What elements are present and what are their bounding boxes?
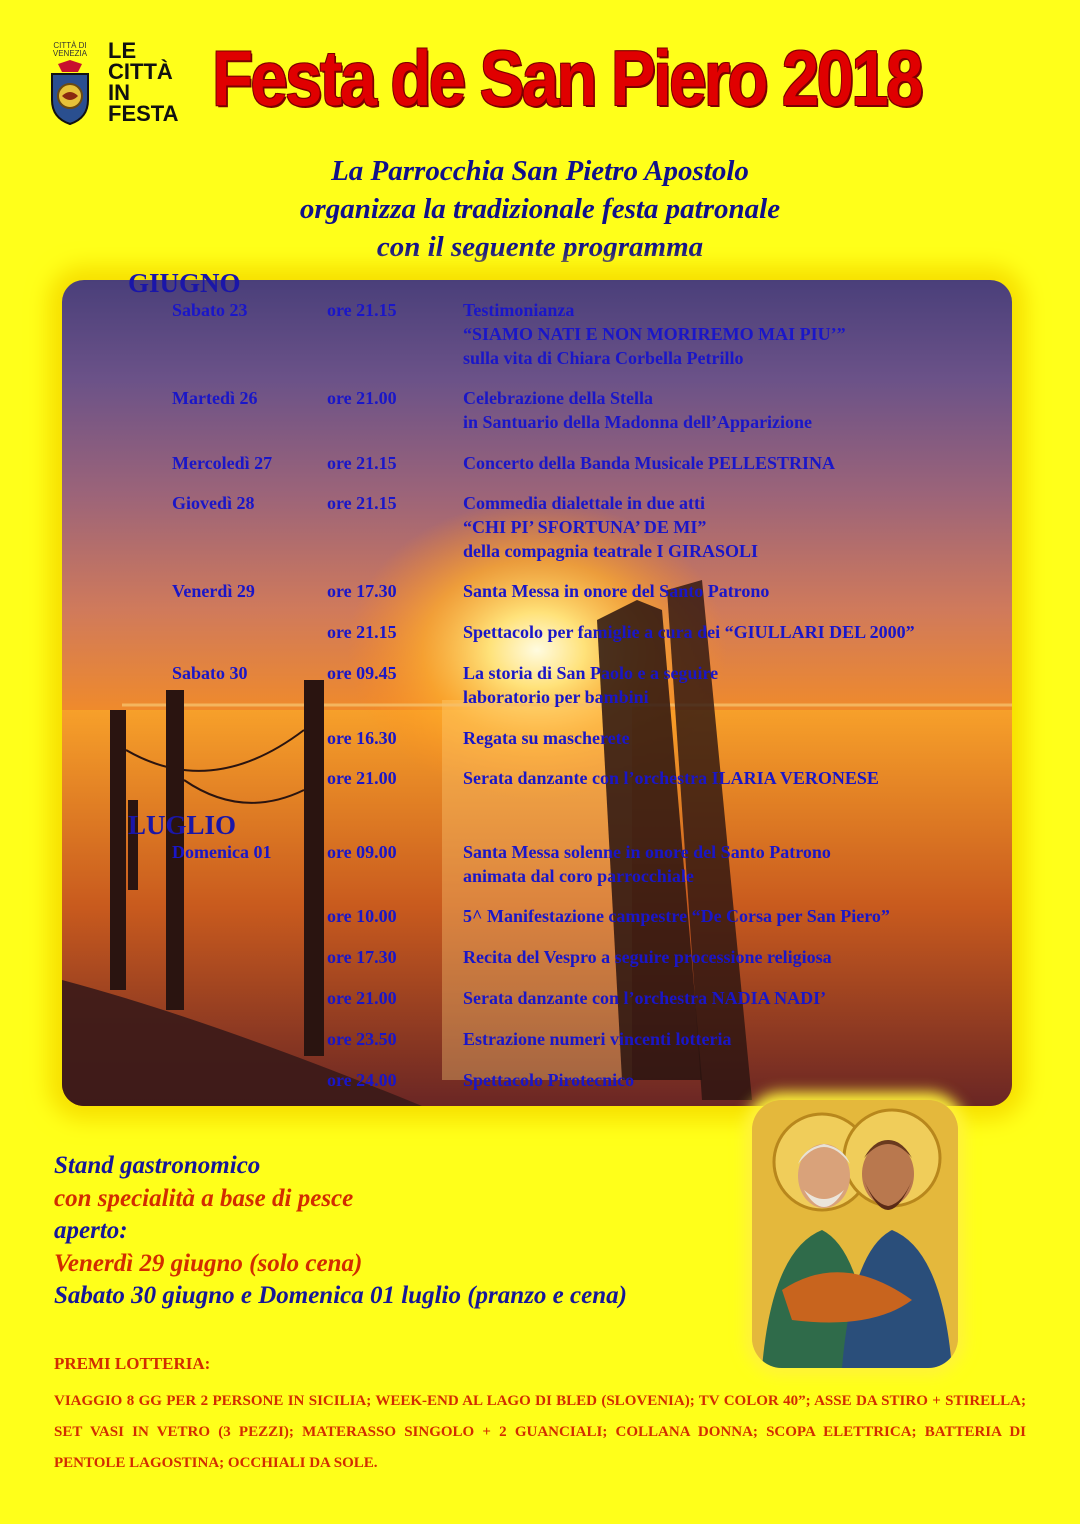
event-line: sulla vita di Chiara Corbella Petrillo [463, 348, 744, 368]
event-line: Testimonianza [463, 300, 575, 320]
event-line: animata dal coro parrocchiale [463, 866, 694, 886]
event-line: Serata danzante con l’orchestra ILARIA VERONESE [463, 768, 879, 788]
event-line: Concerto della Banda Musicale PELLESTRINA [463, 453, 836, 473]
sunset-lagoon-photo [62, 280, 1012, 1106]
event-line: “SIAMO NATI E NON MORIREMO MAI PIU’” [463, 324, 846, 344]
lottery-prizes-title: PREMI LOTTERIA: [54, 1354, 211, 1373]
month-heading-luglio: LUGLIO [128, 810, 237, 840]
event-line: Commedia dialettale in due atti [463, 493, 705, 513]
event-time: ore 21.00 [327, 988, 397, 1008]
event-line: Estrazione numeri vincenti lotteria [463, 1029, 732, 1049]
stand-line: con specialità a base di pesce [54, 1184, 354, 1212]
crest-caption-top: CITTÀ DI [53, 41, 87, 50]
event-line: laboratorio per bambini [463, 687, 649, 707]
event-line: 5^ Manifestazione campestre “De Corsa per San Piero” [463, 906, 890, 926]
event-line: Serata danzante con l’orchestra NADIA NADI’ [463, 988, 827, 1008]
saints-peter-paul-icon [752, 1100, 958, 1368]
intro-line: con il seguente programma [376, 231, 704, 263]
intro-text [0, 152, 1080, 266]
event-time: ore 17.30 [327, 947, 397, 967]
event-line: Santa Messa in onore del Santo Patrono [463, 581, 770, 601]
event-line: Spettacolo Pirotecnico [463, 1070, 635, 1090]
stand-line: Stand gastronomico [54, 1152, 261, 1179]
sunset-scene-illustration [62, 280, 1012, 1106]
food-stand-info [54, 1150, 754, 1313]
event-day: Giovedì 28 [172, 493, 255, 513]
event-time: ore 21.15 [327, 453, 397, 473]
event-line: “CHI PI’ SFORTUNA’ DE MI” [463, 517, 707, 537]
event-time: ore 21.00 [327, 388, 397, 408]
event-line: Santa Messa solenne in onore del Santo Patrono [463, 842, 831, 862]
logo-line: CITTÀ [108, 59, 173, 84]
event-time: ore 21.15 [327, 300, 397, 320]
stand-line: aperto: [54, 1217, 128, 1244]
saints-illustration [752, 1100, 958, 1368]
event-time: ore 17.30 [327, 581, 397, 601]
intro-line: La Parrocchia San Pietro Apostolo [331, 155, 749, 187]
event-day: Domenica 01 [172, 842, 272, 862]
event-day: Sabato 23 [172, 300, 248, 320]
event-time: ore 09.00 [327, 842, 397, 862]
event-line: Celebrazione della Stella [463, 388, 653, 408]
event-day: Sabato 30 [172, 663, 248, 683]
event-time: ore 10.00 [327, 906, 397, 926]
crest-caption-bottom: VENEZIA [52, 49, 88, 58]
city-of-venice-crest [44, 42, 96, 134]
le-citta-in-festa-logo [108, 40, 198, 124]
event-time: ore 23.50 [327, 1029, 397, 1049]
lottery-prizes-list: VIAGGIO 8 GG PER 2 PERSONE IN SICILIA; WEEK-END AL LAGO DI BLED (SLOVENIA); TV COLOR 40”; ASSE DA STIRO + STIRELLA; SET VASI IN VETRO (3 PEZZI); MATERASSO SINGOLO + 2 GUANCIALI; COLLANA DONNA; SCOPA ELETTRICA; BATTERIA DI PENTOLE LAGOSTINA; OCCHIALI DA SOLE. [54, 1393, 1026, 1471]
event-day: Mercoledì 27 [172, 453, 273, 473]
logo-line: FESTA [108, 101, 179, 126]
event-line: La storia di San Paolo e a seguire [463, 663, 719, 683]
event-time: ore 21.15 [327, 493, 397, 513]
crest-shield-icon [48, 60, 92, 126]
event-line: Regata su mascherete [463, 728, 630, 748]
event-line: Spettacolo per famiglie a cura dei “GIULLARI DEL 2000” [463, 622, 915, 642]
month-heading-giugno: GIUGNO [128, 268, 241, 298]
event-time: ore 21.00 [327, 768, 397, 788]
page-title: Festa de San Piero 2018 [212, 34, 921, 122]
intro-line: organizza la tradizionale festa patronale [299, 193, 781, 225]
logo-line: LE [108, 38, 137, 63]
logo-line: IN [108, 80, 130, 105]
event-line: della compagnia teatrale I GIRASOLI [463, 541, 758, 561]
event-day: Martedì 26 [172, 388, 258, 408]
stand-line: Venerdì 29 giugno (solo cena) [54, 1249, 363, 1277]
event-line: Recita del Vespro a seguire processione religiosa [463, 947, 832, 967]
event-time: ore 16.30 [327, 728, 397, 748]
event-time: ore 09.45 [327, 663, 397, 683]
event-day: Venerdì 29 [172, 581, 255, 601]
stand-line: Sabato 30 giugno e Domenica 01 luglio (pranzo e cena) [54, 1282, 627, 1309]
event-line: in Santuario della Madonna dell’Apparizione [463, 412, 813, 432]
header [0, 0, 1080, 150]
event-time: ore 24.00 [327, 1070, 397, 1090]
event-time: ore 21.15 [327, 622, 397, 642]
